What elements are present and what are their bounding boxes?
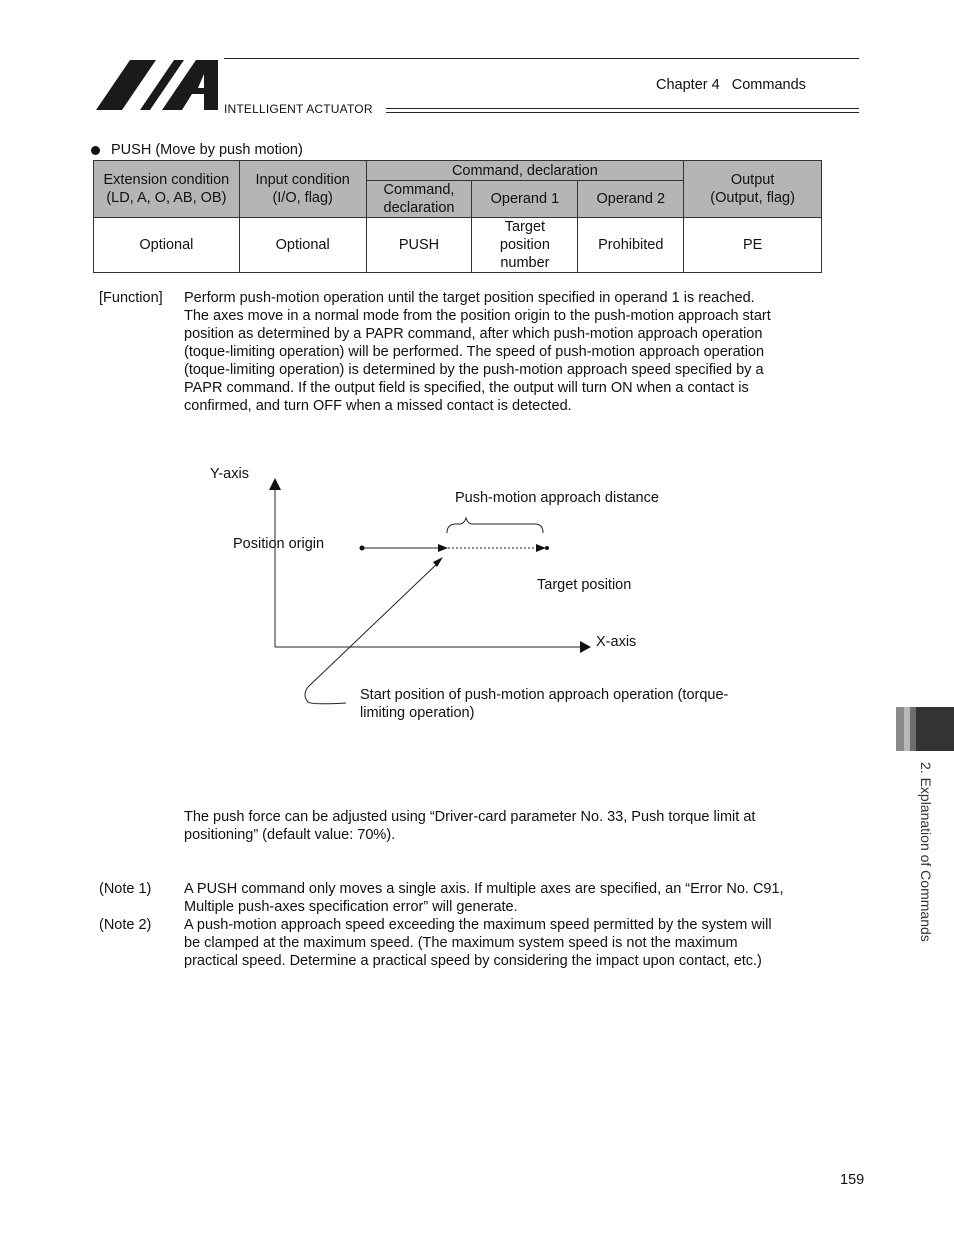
note-1-text: A PUSH command only moves a single axis. If multiple axes are specified, an “Error No. C91, Multiple push-axes specification error” will generate.: [184, 881, 784, 915]
header-input-condition: Input condition (I/O, flag): [239, 161, 366, 218]
position-origin-label: Position origin: [233, 536, 325, 552]
brand-name: INTELLIGENT ACTUATOR: [224, 102, 373, 116]
cell-operand-1: Target position number: [472, 218, 578, 273]
start-leader-line: [305, 561, 440, 704]
section-title: PUSH (Move by push motion): [111, 142, 303, 158]
x-axis-label: X-axis: [596, 634, 637, 650]
x-axis-arrow: [580, 641, 591, 653]
normal-move-arrowhead: [438, 544, 448, 552]
chapter-title: Chapter 4 Commands: [656, 77, 806, 93]
header-output: Output (Output, flag): [684, 161, 822, 218]
cell-input-condition: Optional: [239, 218, 366, 273]
push-force-text: The push force can be adjusted using “Driver-card parameter No. 33, Push torque limit at positioning” (default value: 70%).: [184, 809, 756, 843]
approach-end-dot: [545, 546, 549, 550]
note-2-text: A push-motion approach speed exceeding the maximum speed permitted by the system will be clamped at the maximum speed. (The maximum system speed is not the maximum practical speed. Determine a practical speed by considering the impact upon contact, etc.): [184, 917, 772, 969]
function-text: Perform push-motion operation until the target position specified in operand 1 is reached. The axes move in a normal mode from the position origin to the push-motion approach start position as determined by a PAPR command, after which push-motion approach operation (toque-limiting operation) will be performed. The speed of push-motion approach operation (toque-limiting operation) is determined by the push-motion approach speed specified by a PAPR command. If the output field is specified, the output will turn ON when a contact is confirmed, and turn OFF when a missed contact is detected.: [184, 290, 771, 414]
y-axis-label: Y-axis: [210, 466, 249, 482]
header-command: Command, declaration: [366, 181, 472, 218]
cell-command: PUSH: [366, 218, 472, 273]
side-tab-marker: [896, 707, 954, 751]
target-position-label: Target position: [537, 577, 632, 593]
note-1-label: (Note 1): [99, 881, 152, 897]
approach-arrowhead: [536, 544, 546, 552]
note-2-label: (Note 2): [99, 917, 152, 933]
header-operand-1: Operand 1: [472, 181, 578, 218]
header-extension-condition: Extension condition (LD, A, O, AB, OB): [94, 161, 240, 218]
start-leader-arrow: [433, 557, 443, 567]
approach-distance-label: Push-motion approach distance: [455, 490, 659, 506]
cell-operand-2: Prohibited: [578, 218, 684, 273]
start-position-label: Start position of push-motion approach operation (torque- limiting operation): [360, 687, 729, 721]
distance-brace: [447, 518, 543, 533]
page-number: 159: [840, 1172, 865, 1188]
cell-output: PE: [684, 218, 822, 273]
header-operand-2: Operand 2: [578, 181, 684, 218]
function-label: [Function]: [99, 290, 163, 306]
cell-extension-condition: Optional: [94, 218, 240, 273]
header-command-group: Command, declaration: [366, 161, 684, 181]
side-tab-label: 2. Explanation of Commands: [918, 762, 934, 942]
y-axis-arrow: [269, 478, 281, 490]
